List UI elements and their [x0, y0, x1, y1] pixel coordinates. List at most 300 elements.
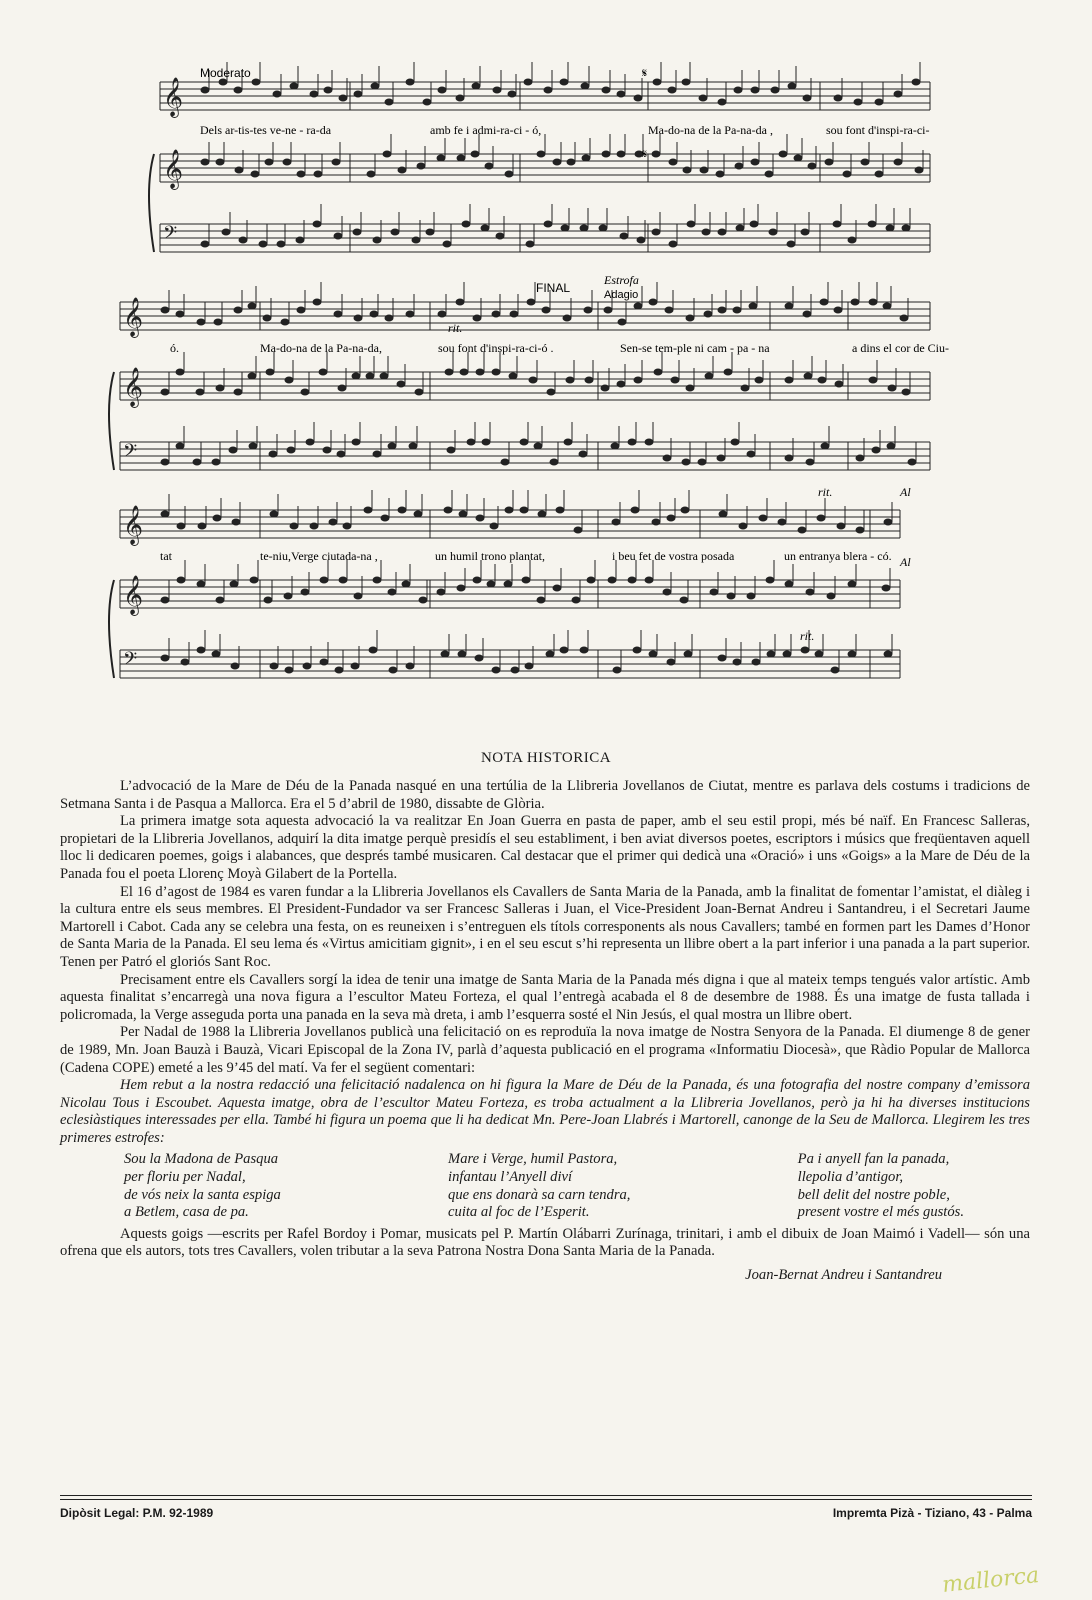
paragraph-1: L’advocació de la Mare de Déu de la Panada nasqué en una tertúlia de la Llibreria Jovellanos de Ciutat, mentre es parlava dels costums i tradicions de Setmana Santa i de Pasqua a Mallorca. Era el 5 d’abril de 1980, dissabte de Glòria. — [60, 778, 1030, 812]
note-head — [482, 439, 490, 445]
clef-glyph: 𝄞 — [123, 299, 144, 336]
note-head — [716, 171, 724, 177]
note-head — [628, 439, 636, 445]
printer-info: Impremta Pizà - Tiziano, 43 - Palma — [832, 1506, 1032, 1520]
note-head — [444, 507, 452, 513]
note-head — [504, 581, 512, 587]
note-head — [734, 87, 742, 93]
paragraph-2: La primera imatge sota aquesta advocació la va realitzar En Joan Guerra en pasta de paper, amb el seu estil propi, més bé naïf. En Francesc Salleras, propietari de la Llibreria Jovellanos, adquirí la dita imatge perquè presidís el seu establiment, i ben aviat diversos poetes, escriptors i músics que freqüentaven aquell lloc li dedicaren poemes, goigs i alabances, que després també musicaren. Cal destacar que el primer qui dedicà una «Oració» i uns «Goigs» a la Mare de Déu de la Panada fou el poeta Llorenç Moyà Gilabert de la Portella. — [60, 813, 1030, 882]
note-head — [380, 373, 388, 379]
note-head — [683, 167, 691, 173]
note-head — [460, 369, 468, 375]
note-head — [612, 519, 620, 525]
note-head — [617, 91, 625, 97]
note-head — [572, 597, 580, 603]
note-head — [277, 241, 285, 247]
note-head — [437, 155, 445, 161]
final-marking: FINAL — [536, 281, 571, 295]
note-head — [456, 299, 464, 305]
note-head — [214, 319, 222, 325]
note-head — [177, 577, 185, 583]
adagio-marking: Adagio — [604, 289, 639, 301]
clef-glyph: 𝄢 — [123, 648, 138, 673]
note-head — [833, 221, 841, 227]
note-head — [230, 581, 238, 587]
note-head — [544, 87, 552, 93]
poem-stanza — [448, 1151, 630, 1221]
lyric-1d: sou font d'inspi-ra-ci- — [826, 123, 930, 137]
note-head — [736, 225, 744, 231]
note-head — [820, 299, 828, 305]
note-head — [397, 381, 405, 387]
note-head — [787, 241, 795, 247]
note-head — [608, 577, 616, 583]
note-head — [750, 221, 758, 227]
note-head — [177, 523, 185, 529]
note-head — [637, 237, 645, 243]
note-head — [671, 377, 679, 383]
note-head — [537, 597, 545, 603]
note-head — [785, 303, 793, 309]
lyric-1c: Ma-do-na de la Pa-na-da , — [648, 123, 773, 137]
note-head — [667, 515, 675, 521]
note-head — [520, 507, 528, 513]
note-head — [538, 511, 546, 517]
rit-marking-1: rit. — [448, 321, 463, 335]
note-head — [524, 79, 532, 85]
note-head — [338, 385, 346, 391]
lyric-3e: un entranya blera - có. — [784, 549, 892, 563]
note-head — [803, 311, 811, 317]
note-head — [747, 593, 755, 599]
poem-line: de vós neix la santa espiga — [124, 1186, 281, 1203]
note-head — [724, 369, 732, 375]
note-head — [492, 667, 500, 673]
note-head — [290, 83, 298, 89]
note-head — [788, 83, 796, 89]
note-head — [579, 451, 587, 457]
note-head — [388, 589, 396, 595]
note-head — [848, 651, 856, 657]
estrofa-marking: Estrofa — [604, 273, 639, 287]
note-head — [426, 229, 434, 235]
note-head — [161, 389, 169, 395]
note-head — [806, 459, 814, 465]
note-head — [566, 377, 574, 383]
note-head — [649, 651, 657, 657]
note-head — [329, 519, 337, 525]
poem-line: present vostre el més gustós. — [797, 1204, 964, 1221]
note-head — [501, 459, 509, 465]
note-head — [334, 233, 342, 239]
note-head — [485, 163, 493, 169]
note-head — [251, 171, 259, 177]
note-head — [699, 95, 707, 101]
note-head — [476, 515, 484, 521]
note-head — [682, 79, 690, 85]
note-head — [634, 95, 642, 101]
brace — [149, 154, 154, 252]
note-head — [398, 507, 406, 513]
note-head — [827, 593, 835, 599]
note-head — [718, 655, 726, 661]
note-head — [560, 79, 568, 85]
note-head — [459, 511, 467, 517]
note-head — [868, 221, 876, 227]
note-head — [339, 577, 347, 583]
note-head — [902, 389, 910, 395]
footer-rule-bottom — [60, 1499, 1032, 1500]
note-head — [351, 663, 359, 669]
note-head — [301, 389, 309, 395]
note-head — [741, 385, 749, 391]
note-head — [560, 647, 568, 653]
note-head — [886, 225, 894, 231]
segno-2: 𝄋 — [642, 147, 648, 161]
note-head — [337, 451, 345, 457]
note-head — [511, 667, 519, 673]
note-head — [235, 167, 243, 173]
note-head — [653, 79, 661, 85]
note-head — [505, 507, 513, 513]
note-head — [806, 589, 814, 595]
poem-line: llepolia d’antigor, — [797, 1169, 904, 1186]
note-head — [544, 221, 552, 227]
note-head — [808, 163, 816, 169]
note-head — [366, 373, 374, 379]
note-head — [505, 171, 513, 177]
poem-line: Pa i anyell fan la panada, — [797, 1151, 950, 1168]
note-head — [778, 519, 786, 525]
paragraph-3: El 16 d’agost de 1984 es varen fundar a la Llibreria Jovellanos els Cavallers de Santa Maria de la Panada, amb la finalitat de fomentar l’amistat, el diàleg i la cultura entre els seus membres. El President-Fundador va ser Francesc Salleras i Juan, el Vice-President Joan-Bernat Andreu i Santandreu, i el Secretari Jaume Martorell i Cabot. Cada any se celebra una festa, on es reuneixen i s’entreguen els títols corresponents als nous Cavallers; també en formen part les Dames d’Honor de Santa Maria de la Panada. El seu lema és «Virtus amicitiam gignit», i en el seu escut s’hi representa un llibre obert a la part inferior i una panada a la part superior. Tenen per Patró el gloriós Sant Roc. — [60, 883, 1030, 970]
note-head — [611, 443, 619, 449]
note-head — [749, 303, 757, 309]
note-head — [176, 311, 184, 317]
note-head — [201, 159, 209, 165]
note-head — [755, 377, 763, 383]
note-head — [821, 443, 829, 449]
note-head — [212, 651, 220, 657]
note-head — [769, 229, 777, 235]
note-head — [161, 459, 169, 465]
note-head — [297, 171, 305, 177]
legal-deposit: Dipòsit Legal: P.M. 92-1989 — [60, 1506, 214, 1520]
note-head — [412, 237, 420, 243]
note-head — [492, 369, 500, 375]
poem-line: Mare i Verge, humil Pastora, — [448, 1151, 618, 1168]
note-head — [601, 385, 609, 391]
note-head — [861, 159, 869, 165]
poem-line: que ens donarà sa carn tendra, — [448, 1186, 631, 1203]
note-head — [492, 311, 500, 317]
note-head — [652, 519, 660, 525]
note-head — [634, 377, 642, 383]
note-head — [419, 597, 427, 603]
note-head — [752, 659, 760, 665]
note-head — [234, 389, 242, 395]
note-head — [718, 307, 726, 313]
note-head — [686, 385, 694, 391]
note-head — [270, 511, 278, 517]
note-head — [457, 155, 465, 161]
footer-rule-top — [60, 1495, 1032, 1496]
note-head — [717, 455, 725, 461]
lyric-2c: sou font d'inspi-ra-ci-ó . — [438, 341, 554, 355]
note-head — [234, 87, 242, 93]
note-head — [471, 151, 479, 157]
note-head — [856, 527, 864, 533]
note-head — [669, 159, 677, 165]
note-head — [252, 79, 260, 85]
note-head — [487, 581, 495, 587]
note-head — [281, 319, 289, 325]
poem-stanza — [798, 1151, 964, 1221]
note-head — [343, 523, 351, 529]
note-head — [406, 663, 414, 669]
note-head — [264, 597, 272, 603]
note-head — [373, 577, 381, 583]
note-head — [423, 99, 431, 105]
note-head — [663, 589, 671, 595]
note-head — [402, 581, 410, 587]
note-head — [216, 385, 224, 391]
lyric-1a: Dels ar-tis-tes ve-ne - ra-da — [200, 123, 332, 137]
note-head — [908, 459, 916, 465]
note-head — [364, 507, 372, 513]
note-head — [301, 589, 309, 595]
note-head — [201, 87, 209, 93]
note-head — [902, 225, 910, 231]
note-head — [727, 593, 735, 599]
note-head — [546, 651, 554, 657]
note-head — [290, 523, 298, 529]
note-head — [265, 159, 273, 165]
note-head — [875, 171, 883, 177]
note-head — [915, 167, 923, 173]
note-head — [406, 79, 414, 85]
note-head — [681, 507, 689, 513]
note-head — [369, 647, 377, 653]
note-head — [735, 163, 743, 169]
clef-glyph: 𝄞 — [123, 507, 144, 544]
note-head — [652, 229, 660, 235]
note-head — [270, 663, 278, 669]
note-head — [176, 443, 184, 449]
note-head — [669, 241, 677, 247]
note-head — [818, 377, 826, 383]
note-head — [222, 229, 230, 235]
note-head — [383, 151, 391, 157]
note-head — [875, 99, 883, 105]
note-head — [798, 527, 806, 533]
note-head — [283, 159, 291, 165]
note-head — [529, 377, 537, 383]
note-head — [553, 585, 561, 591]
note-head — [259, 241, 267, 247]
note-head — [441, 651, 449, 657]
note-head — [687, 221, 695, 227]
lyric-1b: amb fe i admi-ra-ci - ó, — [430, 123, 542, 137]
note-head — [320, 577, 328, 583]
note-head — [287, 447, 295, 453]
note-head — [537, 151, 545, 157]
segno-1: 𝄋 — [642, 66, 648, 80]
clef-glyph: 𝄞 — [123, 577, 144, 614]
note-head — [580, 647, 588, 653]
note-head — [617, 381, 625, 387]
note-head — [197, 581, 205, 587]
note-head — [285, 667, 293, 673]
note-head — [888, 385, 896, 391]
note-head — [334, 311, 342, 317]
note-head — [613, 667, 621, 673]
note-head — [250, 577, 258, 583]
note-head — [354, 315, 362, 321]
note-head — [352, 373, 360, 379]
tempo-marking: Moderato — [200, 66, 251, 80]
note-head — [475, 655, 483, 661]
note-head — [509, 373, 517, 379]
note-head — [232, 519, 240, 525]
note-head — [354, 91, 362, 97]
note-head — [654, 369, 662, 375]
note-head — [585, 377, 593, 383]
note-head — [825, 159, 833, 165]
note-head — [602, 87, 610, 93]
note-head — [686, 315, 694, 321]
note-head — [617, 151, 625, 157]
note-head — [296, 237, 304, 243]
note-head — [197, 647, 205, 653]
paragraph-4: Precisament entre els Cavallers sorgí la idea de tenir una imatge de Santa Maria de la Panada més digna i que al mateix temps tengués valor artístic. Amb aquesta finalitat s’encarregà una nova figura a l’escultor Mateu Forteza, el qual l’entregà acabada el 8 de desembre de 1988. És una imatge de fusta tallada i policromada, la Verge asseguda porta una panada en la seva mà dreta, i amb l’esquerra sosté el Nin Jesús, el qual mostra un llibre obert. — [60, 971, 1030, 1023]
clef-glyph: 𝄞 — [163, 151, 184, 188]
note-head — [201, 241, 209, 247]
note-head — [314, 171, 322, 177]
note-head — [804, 373, 812, 379]
note-head — [602, 151, 610, 157]
note-head — [303, 663, 311, 669]
signature: Joan-Bernat Andreu i Santandreu — [745, 1267, 942, 1284]
note-head — [198, 523, 206, 529]
note-head — [785, 455, 793, 461]
note-head — [801, 647, 809, 653]
note-head — [248, 303, 256, 309]
note-head — [332, 159, 340, 165]
note-head — [197, 319, 205, 325]
note-head — [234, 307, 242, 313]
note-head — [415, 389, 423, 395]
rit-marking-2: rit. — [818, 485, 833, 499]
note-head — [834, 307, 842, 313]
note-head — [229, 447, 237, 453]
note-head — [719, 511, 727, 517]
note-head — [472, 83, 480, 89]
note-head — [161, 655, 169, 661]
note-head — [493, 87, 501, 93]
note-head — [391, 229, 399, 235]
note-head — [324, 87, 332, 93]
poem-line: a Betlem, casa de pa. — [124, 1204, 249, 1221]
note-head — [354, 593, 362, 599]
note-head — [367, 171, 375, 177]
note-head — [373, 451, 381, 457]
lyric-3a: tat — [160, 549, 172, 563]
lyric-2e: a dins el cor de Ciu- — [852, 341, 949, 355]
note-head — [815, 651, 823, 657]
note-head — [161, 307, 169, 313]
note-head — [848, 237, 856, 243]
note-head — [649, 299, 657, 305]
music-score — [100, 60, 960, 720]
note-head — [631, 507, 639, 513]
note-head — [628, 577, 636, 583]
note-head — [385, 99, 393, 105]
note-head — [912, 79, 920, 85]
brace — [109, 372, 114, 470]
note-head — [665, 307, 673, 313]
note-head — [684, 651, 692, 657]
note-head — [718, 99, 726, 105]
note-head — [587, 577, 595, 583]
note-head — [269, 451, 277, 457]
note-head — [297, 307, 305, 313]
note-head — [196, 389, 204, 395]
note-head — [527, 299, 535, 305]
note-head — [581, 83, 589, 89]
note-head — [771, 87, 779, 93]
note-head — [731, 439, 739, 445]
note-head — [248, 373, 256, 379]
note-head — [556, 507, 564, 513]
note-head — [462, 221, 470, 227]
note-head — [634, 303, 642, 309]
note-head — [843, 171, 851, 177]
article-title: NOTA HISTORICA — [480, 750, 612, 766]
clef-glyph: 𝄞 — [123, 369, 144, 406]
note-head — [216, 597, 224, 603]
note-head — [767, 651, 775, 657]
note-head — [385, 315, 393, 321]
note-head — [310, 91, 318, 97]
al-segno-1: Al — [900, 485, 911, 499]
note-head — [534, 443, 542, 449]
lyric-2d: Sen-se tem-ple ni cam - pa - na — [620, 341, 770, 355]
note-head — [249, 443, 257, 449]
poem — [124, 1151, 964, 1221]
note-head — [704, 311, 712, 317]
lyric-3b: te-niu,Verge ciutada-na , — [260, 549, 378, 563]
note-head — [176, 369, 184, 375]
poem-stanza — [124, 1151, 281, 1221]
note-head — [698, 459, 706, 465]
note-head — [894, 159, 902, 165]
note-head — [561, 225, 569, 231]
note-head — [604, 307, 612, 313]
clef-glyph: 𝄢 — [123, 440, 138, 465]
note-head — [567, 159, 575, 165]
note-head — [854, 99, 862, 105]
note-head — [406, 311, 414, 317]
note-head — [542, 307, 550, 313]
note-head — [618, 319, 626, 325]
note-head — [370, 311, 378, 317]
note-head — [580, 225, 588, 231]
note-head — [323, 447, 331, 453]
note-head — [848, 581, 856, 587]
note-head — [371, 83, 379, 89]
note-head — [313, 221, 321, 227]
note-head — [447, 447, 455, 453]
